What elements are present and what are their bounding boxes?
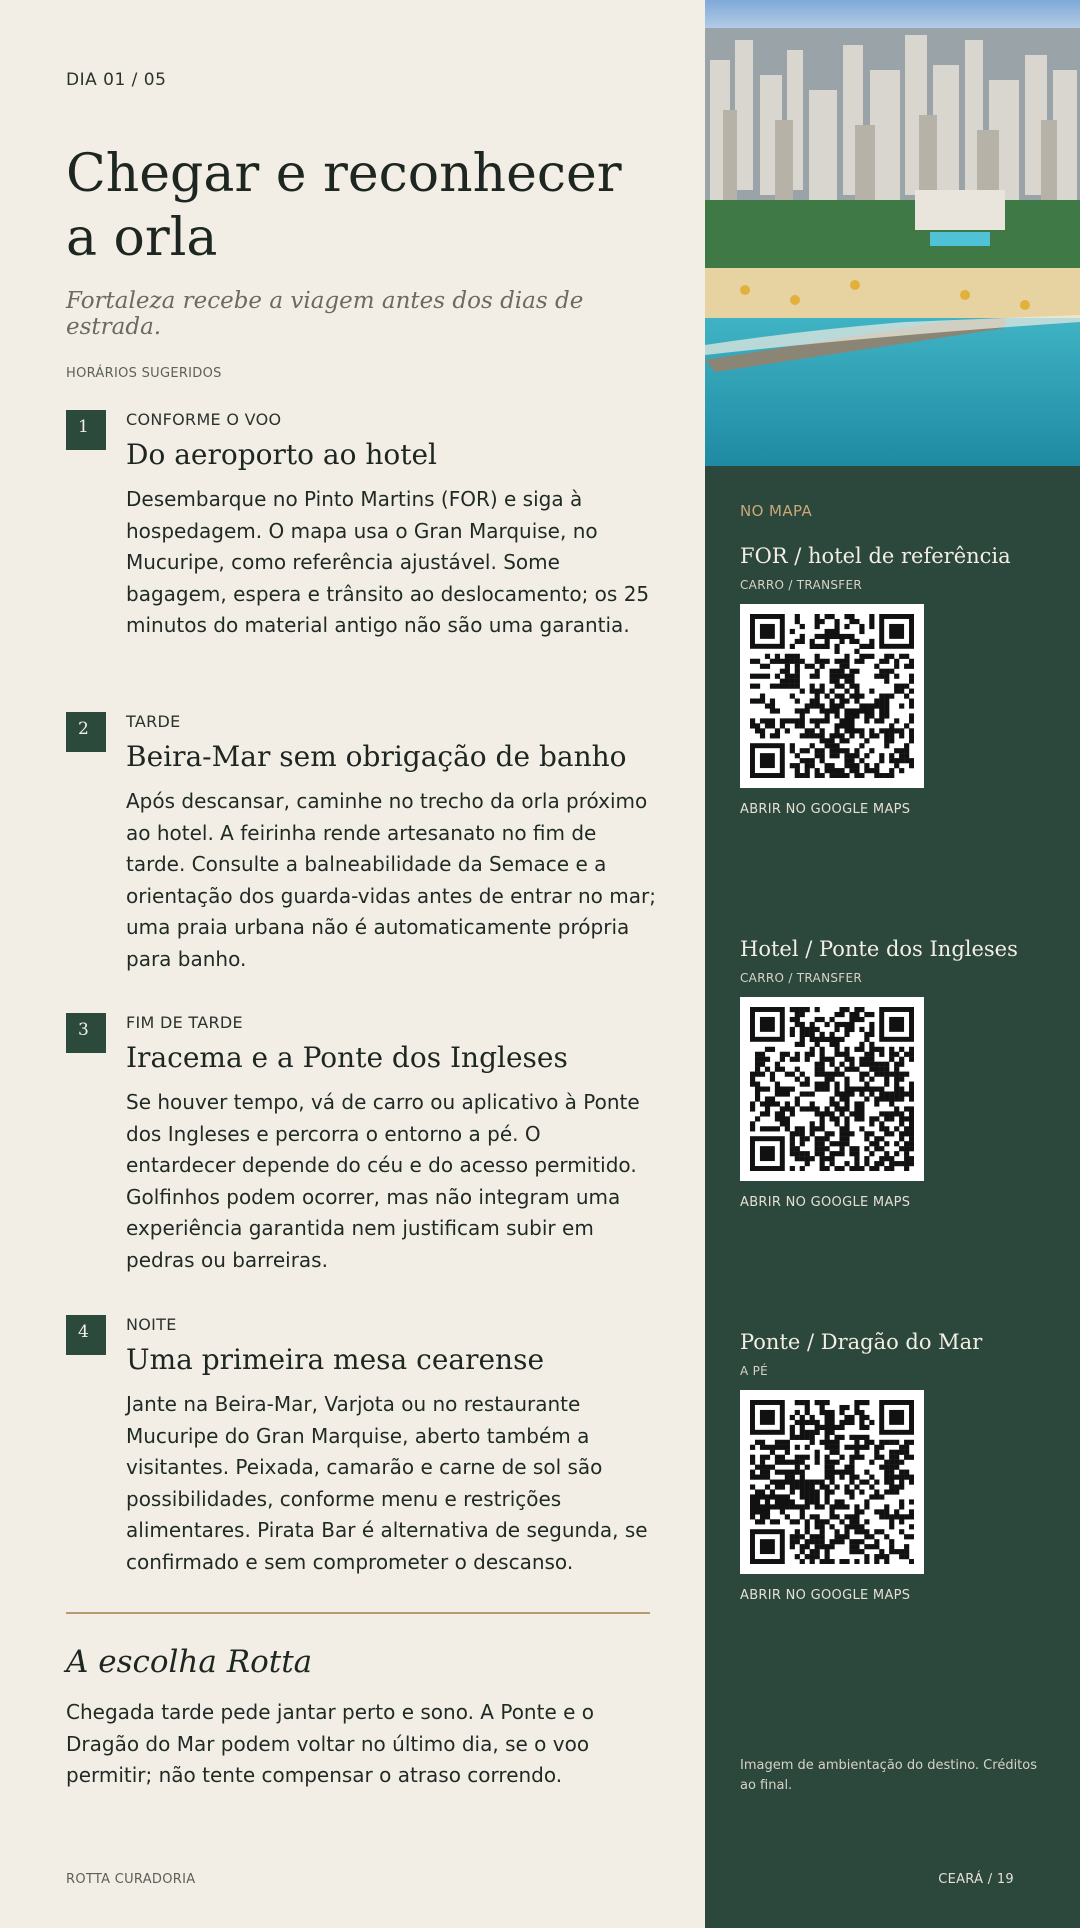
page-subtitle: Fortaleza recebe a viagem antes dos dias de estrada. [66, 288, 584, 340]
item-body: Se houver tempo, vá de carro ou aplicativo à Ponte dos Ingleses e percorra o entorno a pé. O entardecer depende do céu e do acesso permitido. Golfinhos podem ocorrer, mas não integram uma experiência garantida nem justificam subir em pedras ou barreiras. [126, 1090, 640, 1272]
item-body: Desembarque no Pinto Martins (FOR) e siga à hospedagem. O mapa usa o Gran Marquise, no Mucuripe, como referência ajustável. Some bagagem, espera e trânsito ao deslocamento; os 25 minutos do material antigo não são uma garantia. [126, 487, 650, 637]
item-time: CONFORME O VOO [126, 410, 282, 429]
map-route [740, 1330, 1060, 1603]
page-title: Chegar e reconhecer a orla [66, 144, 622, 268]
route-mode: CARRO / TRANSFER [740, 971, 862, 985]
qr-code[interactable] [740, 1390, 924, 1574]
item-title: Iracema e a Ponte dos Ingleses [126, 1041, 568, 1074]
item-number-badge: 4 [66, 1315, 106, 1355]
open-google-maps-link[interactable]: ABRIR NO GOOGLE MAPS [740, 1195, 911, 1210]
divider [66, 1612, 650, 1614]
item-title: Beira-Mar sem obrigação de banho [126, 740, 627, 773]
map-route [740, 937, 1060, 1210]
footer-brand: ROTTA CURADORIA [66, 1872, 196, 1887]
day-counter: DIA 01 / 05 [66, 70, 167, 90]
route-title: FOR / hotel de referência [740, 544, 1011, 568]
item-body: Após descansar, caminhe no trecho da orla próximo ao hotel. A feirinha rende artesanato no fim de tarde. Consulte a balneabilidade da Semace e a orientação dos guarda-vidas antes de entrar no mar; uma praia urbana não é automaticamente própria para banho. [126, 789, 656, 971]
choice-title: A escolha Rotta [66, 1644, 313, 1680]
destination-photo [705, 0, 1080, 466]
route-title: Ponte / Dragão do Mar [740, 1330, 983, 1354]
item-number-badge: 3 [66, 1013, 106, 1053]
item-number-badge: 1 [66, 410, 106, 450]
footer-page-number: CEARÁ / 19 [938, 1872, 1014, 1887]
choice-body: Chegada tarde pede jantar perto e sono. A Ponte e o Dragão do Mar podem voltar no último dia, se o voo permitir; não tente compensar o atraso correndo. [66, 1700, 595, 1787]
item-title: Do aeroporto ao hotel [126, 438, 438, 471]
map-route [740, 544, 1060, 817]
map-panel [705, 0, 1080, 1928]
item-time: NOITE [126, 1315, 177, 1334]
map-section-label: NO MAPA [740, 502, 813, 520]
item-body: Jante na Beira-Mar, Varjota ou no restaurante Mucuripe do Gran Marquise, aberto também a visitantes. Peixada, camarão e carne de sol são possibilidades, conforme menu e restrições alimentares. Pirata Bar é alternativa de segunda, se confirmado e sem comprometer o descanso. [126, 1392, 648, 1574]
item-time: TARDE [126, 712, 181, 731]
item-title: Uma primeira mesa cearense [126, 1343, 545, 1376]
open-google-maps-link[interactable]: ABRIR NO GOOGLE MAPS [740, 1588, 911, 1603]
city-skyline-illustration [705, 0, 1080, 466]
route-title: Hotel / Ponte dos Ingleses [740, 937, 1018, 961]
qr-code[interactable] [740, 997, 924, 1181]
open-google-maps-link[interactable]: ABRIR NO GOOGLE MAPS [740, 802, 911, 817]
route-mode: A PÉ [740, 1364, 769, 1378]
image-credit: Imagem de ambientação do destino. Créditos ao final. [740, 1758, 1038, 1793]
item-number-badge: 2 [66, 712, 106, 752]
qr-code[interactable] [740, 604, 924, 788]
route-mode: CARRO / TRANSFER [740, 578, 862, 592]
item-time: FIM DE TARDE [126, 1013, 243, 1032]
schedule-label: HORÁRIOS SUGERIDOS [66, 366, 222, 381]
